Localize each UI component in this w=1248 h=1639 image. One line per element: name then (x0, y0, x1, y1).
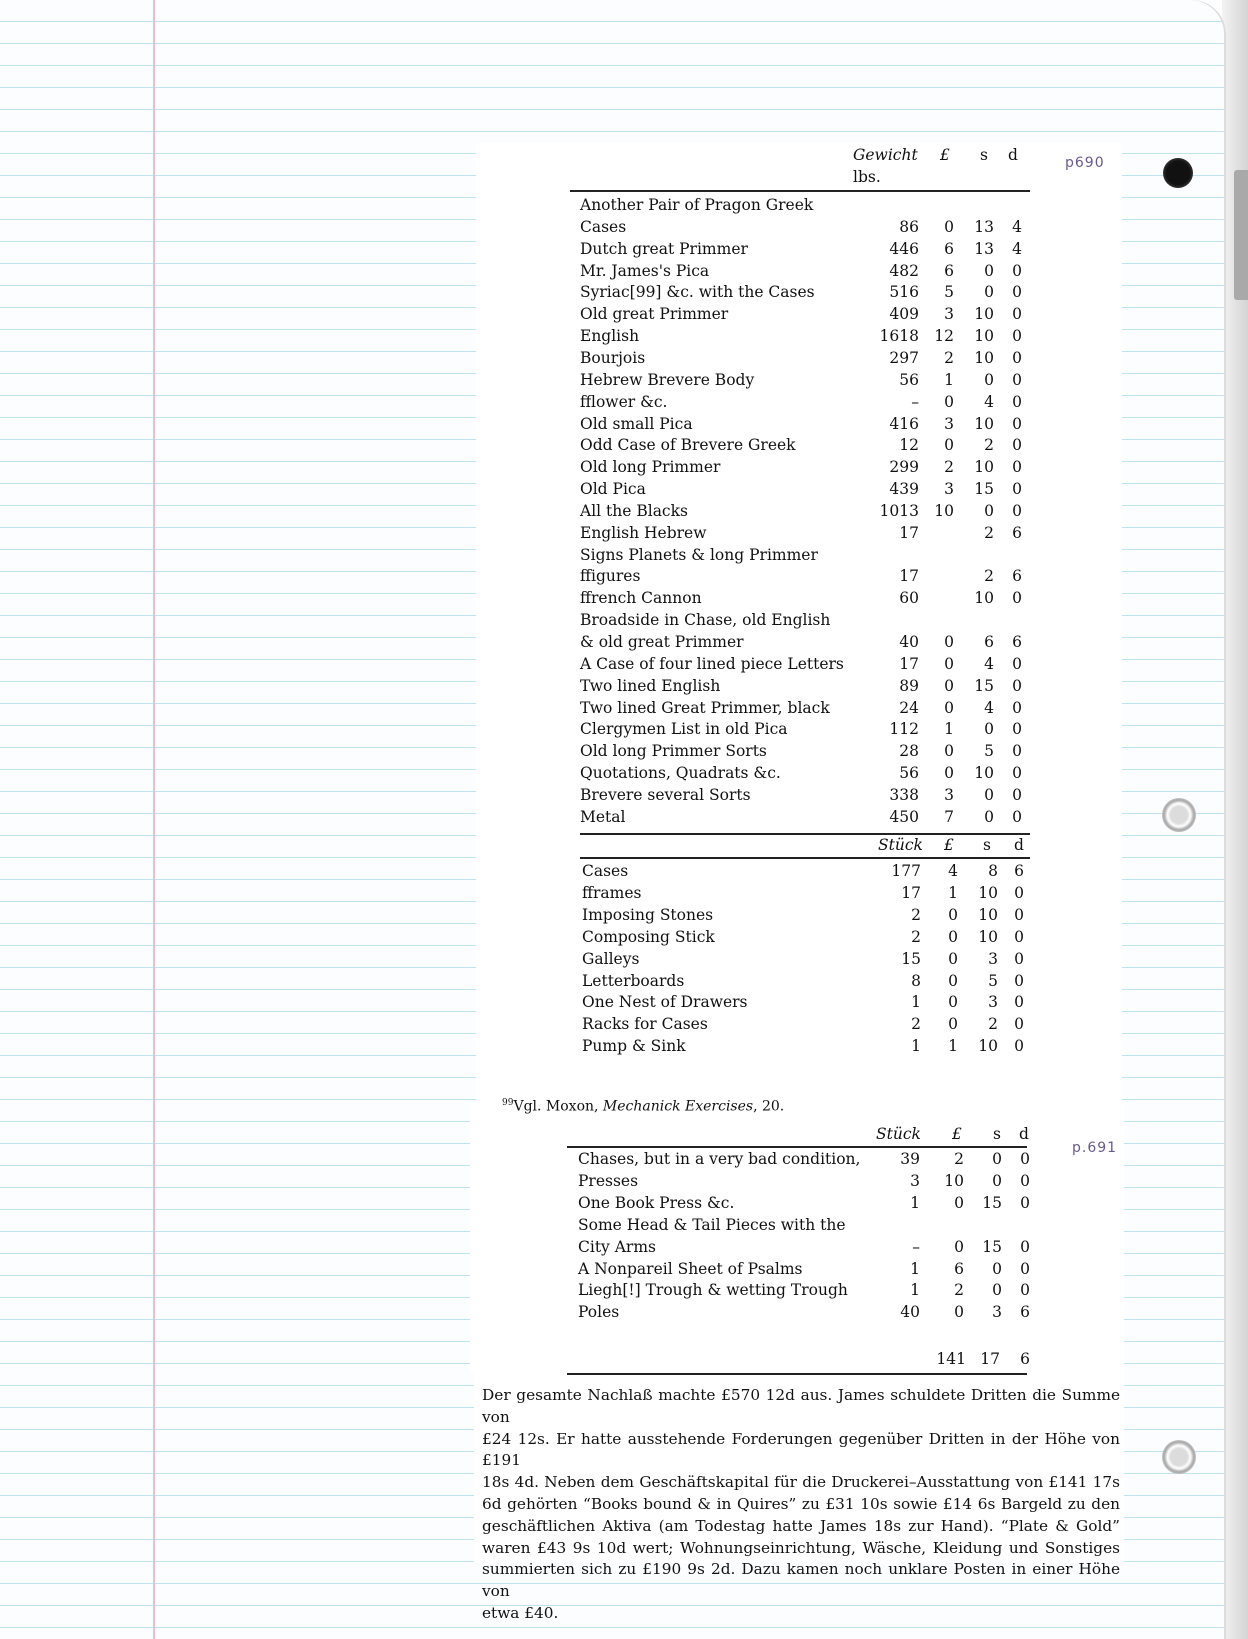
paragraph-line: summierten sich zu £190 9s 2d. Dazu kamen noch unklare Posten in einer Höhe von (482, 1560, 1120, 1601)
item-pence: 0 (1012, 742, 1022, 761)
item-label: ffrench Cannon (580, 589, 702, 608)
item-pence: 0 (1012, 764, 1022, 783)
item-quantity: 446 (889, 239, 919, 258)
item-pence: 6 (1020, 1303, 1030, 1322)
item-quantity: 1013 (879, 501, 919, 520)
header-pound: £ (944, 836, 954, 854)
header-weight: Gewicht (853, 146, 918, 164)
item-label: Quotations, Quadrats &c. (580, 764, 781, 783)
item-pence: 0 (1012, 720, 1022, 739)
item-quantity: – (912, 1237, 920, 1256)
item-pound: 0 (954, 1237, 964, 1256)
item-quantity: 15 (901, 949, 921, 968)
item-quantity: 1 (910, 1193, 920, 1212)
item-quantity: 56 (899, 764, 919, 783)
paragraph-line: 6d gehörten “Books bound & in Quires” zu £31 10s sowie £14 6s Bargeld zu den (482, 1494, 1120, 1513)
item-pence: 0 (1012, 348, 1022, 367)
item-label: Chases, but in a very bad condition, (578, 1150, 861, 1168)
total-shilling: 17 (980, 1350, 1000, 1368)
item-pound: 3 (944, 480, 954, 499)
item-shilling: 3 (988, 949, 998, 968)
item-pence: 0 (1012, 807, 1022, 826)
item-quantity: 8 (911, 971, 921, 990)
item-quantity: 17 (901, 883, 921, 902)
item-quantity: 416 (889, 414, 919, 433)
item-pence: 0 (1020, 1171, 1030, 1190)
item-label: Hebrew Brevere Body (580, 370, 755, 389)
item-pence: 0 (1014, 905, 1024, 924)
item-quantity: 60 (899, 589, 919, 608)
item-pence: 4 (1012, 239, 1022, 258)
header-pound: £ (952, 1125, 962, 1143)
table-rule (580, 857, 1030, 859)
item-pence: 0 (1012, 458, 1022, 477)
item-pence: 0 (1012, 392, 1022, 411)
item-pound: 0 (944, 698, 954, 717)
item-quantity: 2 (911, 927, 921, 946)
paragraph-line: Der gesamte Nachlaß machte £570 12d aus. James schuldete Dritten die Summe von (482, 1386, 1120, 1426)
item-quantity: 24 (899, 698, 919, 717)
item-pence: 0 (1012, 283, 1022, 302)
item-shilling: 6 (984, 633, 994, 651)
item-quantity: 17 (899, 523, 919, 542)
item-pound: 0 (948, 949, 958, 968)
item-quantity: 1 (911, 1037, 921, 1056)
paragraph-line: geschäftlichen Aktiva (am Todestag hatte James 18s zur Hand). “Plate & Gold” (482, 1516, 1120, 1535)
item-pound: 5 (944, 283, 954, 302)
item-shilling: 8 (988, 862, 998, 880)
item-quantity: 409 (889, 305, 919, 324)
item-quantity: 40 (899, 633, 919, 651)
item-label: English Hebrew (580, 523, 707, 542)
item-quantity: 39 (900, 1150, 920, 1168)
item-quantity: 28 (899, 742, 919, 761)
item-shilling: 10 (978, 1037, 998, 1056)
item-quantity: 2 (911, 905, 921, 924)
item-pence: 0 (1014, 883, 1024, 902)
item-quantity: 1 (910, 1281, 920, 1300)
item-pound: 0 (944, 764, 954, 783)
item-label: Composing Stick (582, 927, 715, 946)
item-pound: 0 (944, 633, 954, 651)
footnote-suffix: , 20. (753, 1098, 785, 1115)
item-pound: 2 (954, 1150, 964, 1168)
item-label: & old great Primmer (580, 633, 744, 651)
item-quantity: 439 (889, 480, 919, 499)
item-pence: 0 (1012, 654, 1022, 673)
item-quantity: 17 (899, 654, 919, 673)
item-shilling: 3 (988, 993, 998, 1012)
item-pence: 0 (1020, 1259, 1030, 1278)
item-shilling: 13 (974, 217, 994, 236)
item-label: Liegh[!] Trough & wetting Trough (578, 1281, 848, 1300)
item-label: Syriac[99] &c. with the Cases (580, 283, 815, 302)
table-rule (570, 190, 1030, 192)
item-pound: 4 (948, 862, 958, 880)
header-pound: £ (940, 146, 950, 164)
item-pence: 0 (1012, 480, 1022, 499)
item-shilling: 0 (992, 1259, 1002, 1278)
item-label: Signs Planets & long Primmer (580, 545, 818, 564)
item-label: Old Pica (580, 480, 646, 499)
margin-note-page-a: p690 (1065, 155, 1105, 171)
item-shilling: 0 (984, 283, 994, 302)
item-label: Bourjois (580, 348, 646, 367)
item-pound: 0 (948, 927, 958, 946)
paragraph-line: £24 12s. Er hatte ausstehende Forderungen gegenüber Dritten in der Höhe von £191 (482, 1429, 1120, 1470)
item-label: Old long Primmer (580, 458, 721, 477)
item-shilling: 10 (978, 905, 998, 924)
item-pound: 0 (948, 971, 958, 990)
item-pence: 0 (1012, 261, 1022, 280)
item-quantity: 1 (911, 993, 921, 1012)
item-label: Cases (582, 862, 629, 880)
item-label: Old long Primmer Sorts (580, 742, 767, 761)
item-shilling: 15 (974, 676, 994, 695)
item-shilling: 10 (974, 305, 994, 324)
item-label: Two lined Great Primmer, black (580, 698, 830, 717)
item-label: A Case of four lined piece Letters (580, 654, 844, 673)
item-quantity: 1618 (879, 327, 919, 346)
item-label: All the Blacks (580, 501, 688, 520)
item-pence: 6 (1012, 567, 1022, 586)
item-label: Mr. James's Pica (580, 261, 710, 280)
item-pence: 0 (1012, 785, 1022, 804)
item-shilling: 10 (978, 927, 998, 946)
item-pound: 0 (948, 905, 958, 924)
item-shilling: 2 (984, 523, 994, 542)
item-quantity: 56 (899, 370, 919, 389)
item-shilling: 0 (984, 720, 994, 739)
item-quantity: 17 (899, 567, 919, 586)
footnote (502, 1098, 784, 1115)
item-label: Pump & Sink (582, 1037, 686, 1056)
item-pound: 0 (944, 217, 954, 236)
item-shilling: 5 (984, 742, 994, 761)
item-shilling: 0 (992, 1150, 1002, 1168)
table-rule (567, 1373, 1027, 1375)
item-pence: 0 (1012, 589, 1022, 608)
item-quantity: 338 (889, 785, 919, 804)
item-quantity: 12 (899, 436, 919, 455)
item-shilling: 4 (984, 392, 994, 411)
item-pence: 0 (1014, 993, 1024, 1012)
item-pence: 0 (1012, 305, 1022, 324)
item-quantity: 299 (889, 458, 919, 477)
item-pound: 10 (944, 1171, 964, 1190)
item-label: fframes (582, 883, 642, 902)
item-pence: 0 (1014, 949, 1024, 968)
item-pence: 0 (1014, 1037, 1024, 1056)
item-shilling: 10 (974, 348, 994, 367)
item-label: City Arms (578, 1237, 656, 1256)
item-label: Another Pair of Pragon Greek (580, 196, 814, 214)
item-pence: 0 (1020, 1150, 1030, 1168)
item-pound: 0 (944, 654, 954, 673)
item-quantity: 1 (910, 1259, 920, 1278)
item-shilling: 0 (984, 501, 994, 520)
item-pence: 4 (1012, 217, 1022, 236)
item-pound: 7 (944, 807, 954, 826)
item-label: Galleys (582, 949, 640, 968)
margin-note-page-b: p.691 (1072, 1140, 1118, 1156)
item-pence: 0 (1012, 436, 1022, 455)
item-pound: 1 (948, 883, 958, 902)
item-label: One Nest of Drawers (582, 993, 748, 1012)
item-pence: 6 (1014, 862, 1024, 880)
item-label: Letterboards (582, 971, 685, 990)
item-pound: 3 (944, 305, 954, 324)
item-pound: 2 (944, 348, 954, 367)
item-pound: 3 (944, 785, 954, 804)
item-pence: 0 (1014, 1015, 1024, 1034)
paragraph-line: 18s 4d. Neben dem Geschäftskapital für die Druckerei–Ausstattung von £141 17s (482, 1473, 1120, 1492)
item-shilling: 10 (974, 764, 994, 783)
item-pound: 0 (944, 392, 954, 411)
item-quantity: 2 (911, 1015, 921, 1034)
item-shilling: 0 (992, 1171, 1002, 1190)
item-pound: 1 (944, 370, 954, 389)
item-label: Metal (580, 807, 626, 826)
item-label: Broadside in Chase, old English (580, 611, 831, 630)
item-pence: 0 (1012, 370, 1022, 389)
item-quantity: 89 (899, 676, 919, 695)
item-pound: 0 (944, 742, 954, 761)
item-label: One Book Press &c. (578, 1193, 735, 1212)
header-pieces: Stück (878, 836, 923, 854)
item-label: Clergymen List in old Pica (580, 720, 788, 739)
item-label: Odd Case of Brevere Greek (580, 436, 796, 455)
item-label: Two lined English (580, 676, 721, 695)
item-shilling: 4 (984, 654, 994, 673)
paragraph-line: etwa £40. (482, 1603, 559, 1622)
item-pence: 0 (1014, 927, 1024, 946)
item-pound: 0 (948, 993, 958, 1012)
item-shilling: 10 (974, 589, 994, 608)
header-pence: d (1008, 146, 1018, 164)
item-shilling: 15 (982, 1193, 1002, 1212)
item-label: Cases (580, 217, 627, 236)
item-label: Imposing Stones (582, 905, 714, 924)
header-shilling: s (980, 146, 988, 164)
header-pence: d (1014, 836, 1024, 854)
item-quantity: 177 (891, 862, 921, 880)
item-shilling: 15 (974, 480, 994, 499)
item-label: Brevere several Sorts (580, 785, 751, 804)
item-quantity: – (911, 392, 919, 411)
item-pound: 10 (934, 501, 954, 520)
item-quantity: 112 (889, 720, 919, 739)
header-shilling: s (983, 836, 991, 854)
item-pence: 6 (1012, 523, 1022, 542)
item-pound: 3 (944, 414, 954, 433)
item-shilling: 0 (984, 370, 994, 389)
item-quantity: 482 (889, 261, 919, 280)
item-label: Poles (578, 1303, 620, 1322)
header-weight-unit: lbs. (853, 168, 881, 186)
item-quantity: 450 (889, 807, 919, 826)
header-pieces: Stück (876, 1125, 921, 1143)
item-shilling: 2 (984, 436, 994, 455)
table-rule (567, 1146, 1027, 1148)
item-label: Presses (578, 1171, 639, 1190)
item-pence: 0 (1020, 1237, 1030, 1256)
item-shilling: 4 (984, 698, 994, 717)
item-label: ffigures (580, 567, 641, 586)
item-pence: 0 (1020, 1193, 1030, 1212)
item-label: fflower &c. (580, 392, 668, 411)
item-pound: 12 (934, 327, 954, 346)
item-quantity: 40 (900, 1303, 920, 1322)
item-pound: 0 (944, 676, 954, 695)
item-label: Old small Pica (580, 414, 693, 433)
item-pound: 0 (948, 1015, 958, 1034)
item-pence: 0 (1012, 414, 1022, 433)
item-pound: 0 (944, 436, 954, 455)
item-pound: 6 (954, 1259, 964, 1278)
item-shilling: 0 (992, 1281, 1002, 1300)
item-label: A Nonpareil Sheet of Psalms (578, 1259, 803, 1278)
item-shilling: 10 (974, 327, 994, 346)
item-label: Racks for Cases (582, 1015, 708, 1034)
item-label: Old great Primmer (580, 305, 729, 324)
item-shilling: 10 (974, 414, 994, 433)
punch-hole (1162, 798, 1196, 832)
paragraph-line: waren £43 9s 10d wert; Wohnungseinrichtung, Wäsche, Kleidung und Sonstiges (482, 1538, 1120, 1557)
item-label: English (580, 327, 640, 346)
item-shilling: 2 (988, 1015, 998, 1034)
item-shilling: 0 (984, 261, 994, 280)
item-shilling: 0 (984, 785, 994, 804)
header-shilling: s (993, 1125, 1001, 1143)
table-rule (580, 833, 1030, 835)
item-quantity: 3 (910, 1171, 920, 1190)
footnote-prefix: Vgl. Moxon, (513, 1098, 603, 1115)
summary-paragraph (482, 1385, 1120, 1625)
item-pence: 0 (1014, 971, 1024, 990)
footnote-title: Mechanick Exercises (602, 1098, 754, 1115)
item-pound: 2 (944, 458, 954, 477)
item-label: Dutch great Primmer (580, 239, 748, 258)
item-shilling: 5 (988, 971, 998, 990)
item-shilling: 10 (974, 458, 994, 477)
binder-tab (1234, 230, 1248, 300)
total-pence: 6 (1020, 1350, 1030, 1368)
item-pence: 0 (1012, 676, 1022, 695)
header-pence: d (1019, 1125, 1029, 1143)
item-shilling: 13 (974, 239, 994, 258)
item-shilling: 0 (984, 807, 994, 826)
item-shilling: 10 (978, 883, 998, 902)
item-shilling: 2 (984, 567, 994, 586)
item-pound: 2 (954, 1281, 964, 1300)
item-pence: 0 (1012, 327, 1022, 346)
item-quantity: 297 (889, 348, 919, 367)
item-pound: 6 (944, 261, 954, 280)
item-pound: 6 (944, 239, 954, 258)
item-pence: 0 (1012, 501, 1022, 520)
item-pound: 0 (954, 1303, 964, 1322)
item-pence: 6 (1012, 633, 1022, 651)
punch-hole (1162, 1440, 1196, 1474)
item-shilling: 15 (982, 1237, 1002, 1256)
item-pence: 0 (1012, 698, 1022, 717)
footnote-marker: 99 (502, 1098, 514, 1108)
item-pence: 0 (1020, 1281, 1030, 1300)
item-quantity: 86 (899, 217, 919, 236)
item-label: Some Head & Tail Pieces with the (578, 1215, 846, 1234)
item-shilling: 3 (992, 1303, 1002, 1322)
punch-hole (1163, 158, 1193, 188)
item-pound: 1 (948, 1037, 958, 1056)
item-quantity: 516 (889, 283, 919, 302)
item-pound: 0 (954, 1193, 964, 1212)
total-pound: 141 (936, 1350, 966, 1368)
item-pound: 1 (944, 720, 954, 739)
